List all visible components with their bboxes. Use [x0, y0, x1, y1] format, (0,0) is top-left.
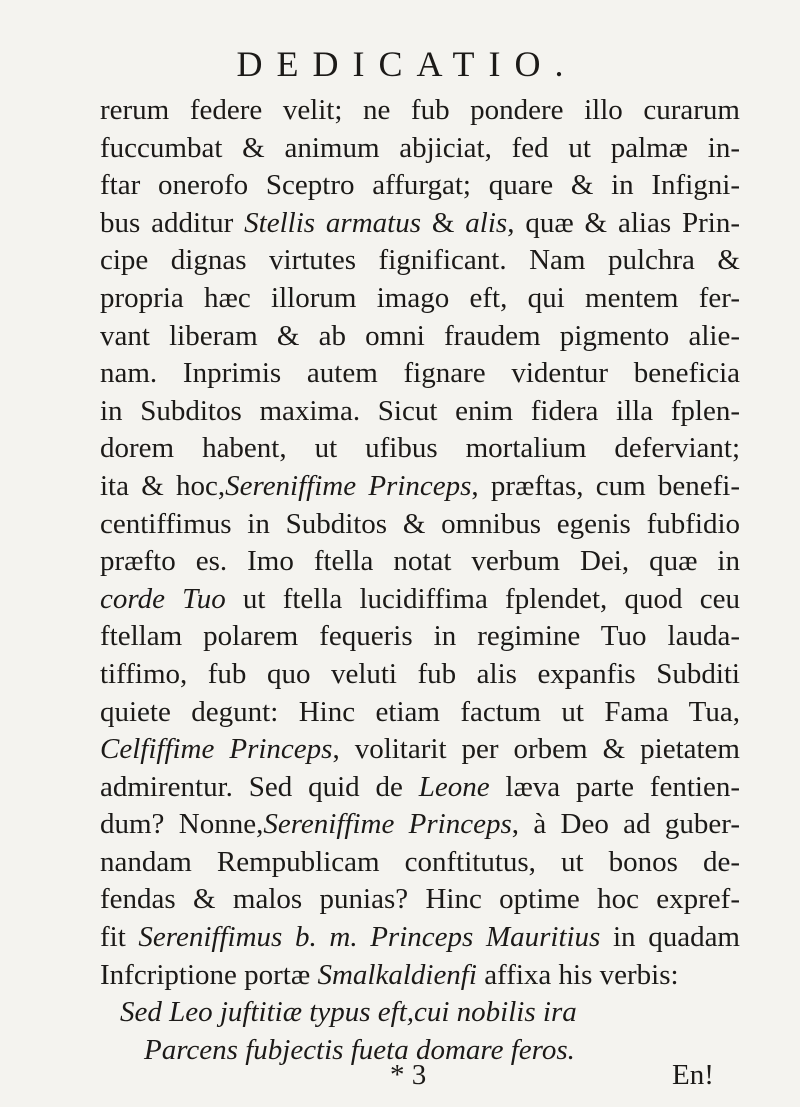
text-segment: fuccumbat & animum abjiciat, fed ut palmæ in-	[100, 131, 740, 164]
text-segment: fit	[100, 921, 139, 954]
italic-phrase: Sereniffimus b. m. Princeps Mauritius	[138, 921, 601, 954]
italic-phrase: Leone	[418, 770, 490, 803]
catchword: En!	[672, 1059, 714, 1091]
text-line	[100, 280, 740, 318]
text-line	[100, 318, 740, 356]
text-line	[100, 731, 740, 769]
text-segment: fendas & malos punias? Hinc optime hoc expref-	[100, 883, 740, 916]
text-line	[100, 919, 740, 957]
text-line	[100, 581, 740, 619]
text-line	[100, 806, 740, 844]
text-segment: , volitarit per orbem & pietatem	[332, 733, 740, 766]
text-segment: , quæ & alias Prin-	[507, 206, 740, 239]
text-line	[100, 167, 740, 205]
italic-phrase: Smalkaldienfi	[317, 958, 477, 991]
text-segment: ita & hoc,	[100, 469, 226, 502]
text-segment: læva parte fentien-	[489, 770, 740, 803]
text-segment: dorem habent, ut ufibus mortalium deferviant;	[100, 432, 740, 465]
text-line	[100, 543, 740, 581]
text-line	[100, 769, 740, 807]
text-segment: nandam Rempublicam conftitutus, ut bonos de-	[100, 845, 740, 878]
text-line	[100, 468, 740, 506]
text-line	[100, 242, 740, 280]
italic-phrase: Sereniffime Princeps	[263, 808, 512, 841]
text-segment: affixa his verbis:	[476, 958, 679, 991]
italic-phrase: alis	[465, 206, 508, 239]
page-footer	[0, 1055, 800, 1095]
prose-paragraph	[100, 92, 740, 994]
text-line	[100, 694, 740, 732]
verse-line-1: Sed Leo juftitiæ typus eft,cui nobilis ira	[120, 996, 577, 1029]
text-segment: vant liberam & ab omni fraudem pigmento alie-	[100, 319, 740, 352]
text-segment: propria hæc illorum imago eft, qui mentem fer-	[100, 281, 740, 314]
text-segment: tiffimo, fub quo veluti fub alis expanfis Subditi	[100, 657, 740, 690]
text-segment: dum? Nonne,	[100, 808, 264, 841]
text-line	[100, 92, 740, 130]
text-line	[100, 656, 740, 694]
text-line	[100, 844, 740, 882]
verse-line-2: Parcens fubjectis fueta domare feros.	[144, 1033, 575, 1066]
text-segment: ut ftella lucidiffima fplendet, quod ceu	[225, 582, 740, 615]
text-line	[100, 355, 740, 393]
text-line	[100, 957, 740, 995]
text-segment: rerum federe velit; ne fub pondere illo curarum	[100, 94, 740, 126]
text-segment: ftar onerofo Sceptro affurgat; quare & in Infigni-	[100, 169, 740, 202]
text-line	[100, 130, 740, 168]
text-segment: , à Deo ad guber-	[511, 808, 740, 841]
text-segment: , præftas, cum benefi-	[471, 469, 740, 502]
italic-phrase: Stellis armatus	[244, 206, 421, 239]
text-line	[100, 618, 740, 656]
text-line	[100, 393, 740, 431]
text-line	[100, 506, 740, 544]
text-segment: nam. Inprimis autem fignare videntur beneficia	[100, 357, 740, 390]
text-line	[100, 205, 740, 243]
text-segment: cipe dignas virtutes fignificant. Nam pulchra &	[100, 244, 740, 277]
text-segment: quiete degunt: Hinc etiam factum ut Fama Tua,	[100, 695, 740, 728]
text-segment: bus additur	[100, 206, 245, 239]
text-segment: admirentur. Sed quid de	[100, 770, 419, 803]
italic-phrase: corde Tuo	[100, 582, 226, 615]
text-segment: in Subditos maxima. Sicut enim fidera illa fplen-	[100, 394, 740, 427]
text-segment: in quadam	[600, 921, 740, 954]
text-segment: Infcriptione portæ	[100, 958, 318, 991]
text-line	[100, 881, 740, 919]
text-line	[100, 430, 740, 468]
signature-mark: * 3	[390, 1059, 427, 1091]
text-segment: centiffimus in Subditos & omnibus egenis fubfidio	[100, 507, 740, 540]
running-head: DEDICATIO.	[236, 44, 578, 84]
text-segment: ftellam polarem fequeris in regimine Tuo lauda-	[100, 620, 740, 653]
text-segment: &	[421, 206, 466, 239]
italic-phrase: Sereniffime Princeps	[225, 469, 472, 502]
text-segment: præfto es. Imo ftella notat verbum Dei, quæ in	[100, 545, 740, 578]
body-text	[100, 92, 740, 1069]
italic-phrase: Celfiffime Princeps	[100, 733, 333, 766]
